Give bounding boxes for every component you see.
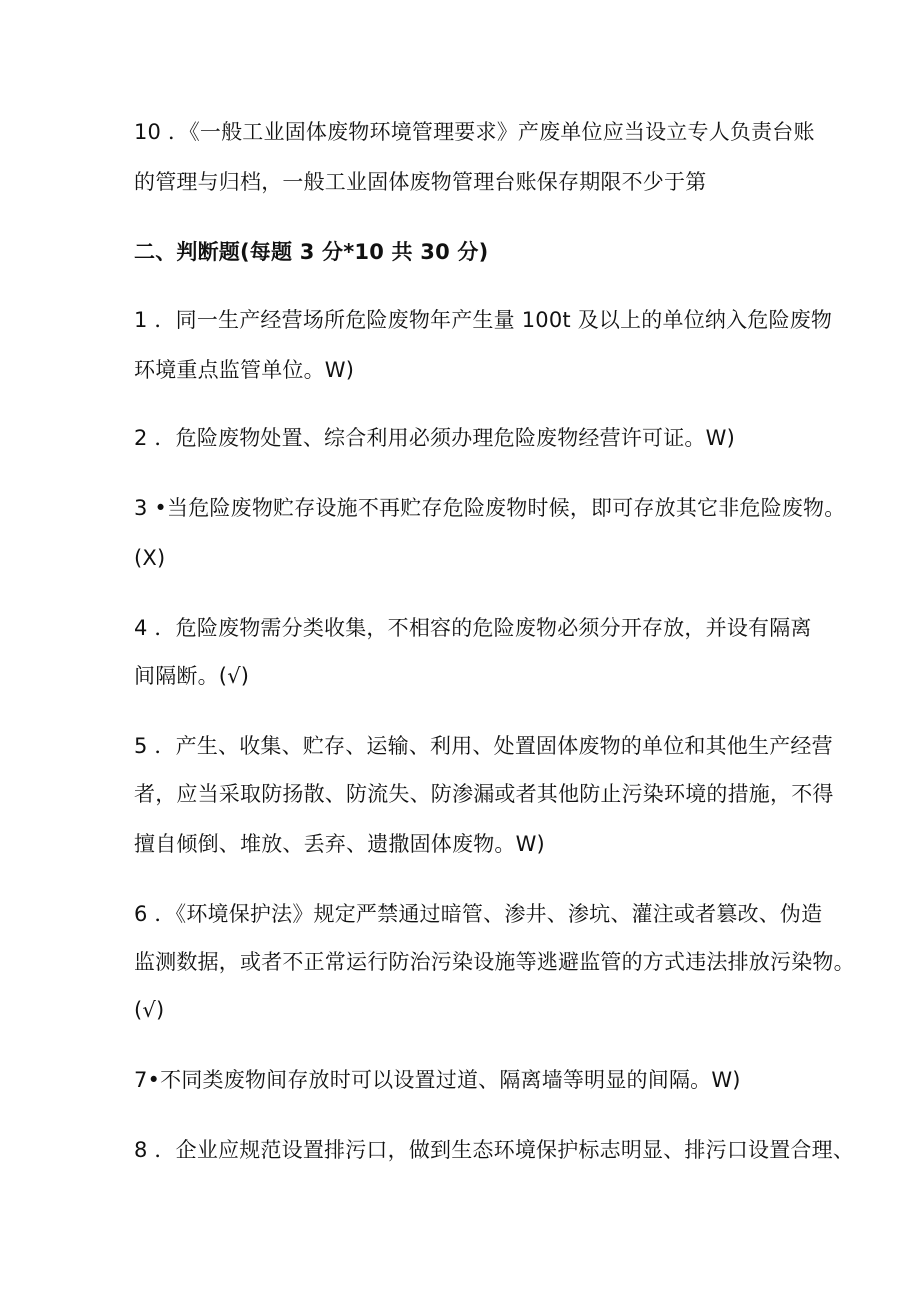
question-6-line-2: 监测数据，或者不正常运行防治污染设施等逃避监管的方式违法排放污染物。 [134,950,855,974]
question-6-line-3: (√) [134,998,165,1022]
question-10-line-1: 10 ．《一般工业固体废物环境管理要求》产废单位应当设立专人负责台账 [134,120,815,144]
question-4-line-1: 4 ．危险废物需分类收集，不相容的危险废物必须分开存放，并设有隔离 [134,616,812,640]
section-heading: 二、判断题(每题 3 分*10 共 30 分) [134,240,489,264]
question-3-line-2: (X) [134,546,166,570]
question-5-line-1: 5 ．产生、收集、贮存、运输、利用、处置固体废物的单位和其他生产经营 [134,734,833,758]
question-8-line-1: 8 ．企业应规范设置排污口，做到生态环境保护标志明显、排污口设置合理、 [134,1138,855,1162]
question-4-line-2: 间隔断。(√) [134,664,250,688]
question-10-line-2: 的管理与归档，一般工业固体废物管理台账保存期限不少于第 [134,170,707,194]
question-7-line-1: 7•不同类废物间存放时可以设置过道、隔离墙等明显的间隔。W) [134,1068,741,1092]
question-2-line-1: 2 ．危险废物处置、综合利用必须办理危险废物经营许可证。W) [134,426,735,450]
question-5-line-2: 者，应当采取防扬散、防流失、防渗漏或者其他防止污染环境的措施，不得 [134,782,834,806]
question-1-line-1: 1 ．同一生产经营场所危险废物年产生量 100t 及以上的单位纳入危险废物 [134,308,833,332]
question-3-line-1: 3 •当危险废物贮存设施不再贮存危险废物时候，即可存放其它非危险废物。 [134,496,846,520]
question-6-line-1: 6 ．《环境保护法》规定严禁通过暗管、渗井、渗坑、灌注或者篡改、伪造 [134,902,823,926]
question-1-line-2: 环境重点监管单位。W) [134,358,355,382]
question-5-line-3: 擅自倾倒、堆放、丢弃、遗撒固体废物。W) [134,832,545,856]
